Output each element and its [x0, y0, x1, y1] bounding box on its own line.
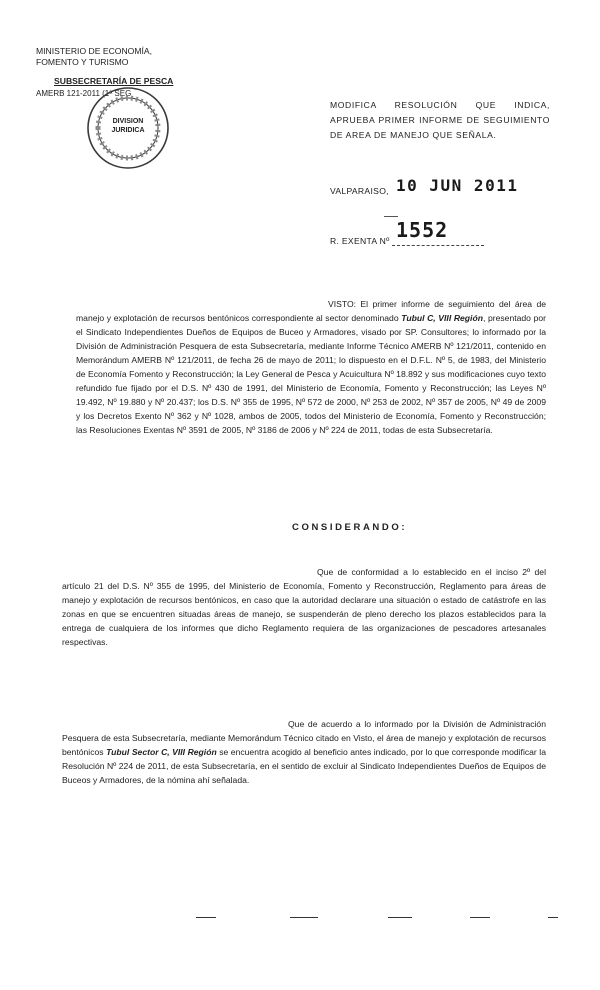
subsecretaria-name: SUBSECRETARÍA DE PESCA	[54, 76, 174, 86]
footer-mark-5	[548, 917, 558, 918]
considerando-paragraph-2	[62, 717, 546, 787]
footer-mark-1	[196, 917, 216, 918]
considerando-2-area-name: Tubul Sector C, VIII Región	[106, 747, 217, 757]
resolution-number: 1552	[396, 218, 449, 242]
visto-paragraph	[76, 297, 546, 437]
visto-lead: VISTO: El primer informe de seguimiento del área de manejo y explotación de recursos bentónicos correspondiente al sector denominado	[76, 299, 546, 323]
resolution-label: R. EXENTA Nº	[330, 236, 390, 246]
footer-mark-2	[290, 917, 318, 918]
considerando-paragraph-1: Que de conformidad a lo establecido en el inciso 2º del artículo 21 del D.S. Nº 355 de 1995, del Ministerio de Economía, Fomento y Reconstrucción, Reglamento para áreas de manejo y explotación de recursos bentónicos, en caso que la autoridad declarare una situación o estado de catástrofe en las zonas en que se encuentren situadas áreas de manejo, se suspenderán de pleno derecho los plazos establecidos para la entrega de cualquiera de los informes que dicho Reglamento requiera de las organizaciones de pescadores artesanales respectivas.	[62, 567, 546, 647]
place-label: VALPARAISO,	[330, 186, 389, 196]
considerando-heading: CONSIDERANDO:	[292, 522, 408, 533]
footer-mark-4	[470, 917, 490, 918]
stamp-line-1: DIVISION	[112, 118, 144, 125]
considerando-2-lead: Que de acuerdo a lo informado por la División de Administración Pesquera de esta Subsecretaría, mediante Memorándum Técnico citado en Visto, el área de manejo y explotación de recursos bentónicos	[62, 719, 546, 757]
visto-area-name: Tubul C, VIII Región	[401, 313, 483, 323]
ministry-name: MINISTERIO DE ECONOMÍA, FOMENTO Y TURISMO	[36, 46, 153, 67]
amerb-reference: AMERB 121-2011 (1ª SEG	[36, 89, 132, 98]
resolution-subject: MODIFICA RESOLUCIÓN QUE INDICA, APRUEBA PRIMER INFORME DE SEGUIMIENTO DE AREA DE MANEJO QUE SEÑALA.	[330, 100, 550, 140]
stamp-line-2: JURIDICA	[111, 127, 145, 134]
visto-rest: , presentado por el Sindicato Independientes Dueños de Equipos de Buceo y Armadores, visado por SP. Consultores; lo informado por la División de Administración Pesquera de esta Subsecretaría, mediante Informe Técnico AMERB Nº 121/2011, contenido en Memorándum AMERB Nº 121/2011, de fecha 26 de mayo de 2011; lo dispuesto en el D.F.L. Nº 5, de 1983, del Ministerio de Economía Fomento y Reconstrucción; la Ley General de Pesca y Acuicultura Nº 18.892 y sus modificaciones cuyo texto refundido fue fijado por el D.S. Nº 430 de 1991, del Ministerio de Economía, Fomento y Reconstrucción; las Leyes Nº 19.492, Nº 19.880 y Nº 20.437; los D.S. Nº 355 de 1995, Nº 572 de 2000, Nº 253 de 2002, Nº 357 de 2005, Nº 49 de 2009 y los Decretos Exento Nº 362 y Nº 1028, ambos de 2005, todos del Ministerio de Economía, Fomento y Reconstrucción; las Resoluciones Exentas Nº 3591 de 2005, Nº 3186 de 2006 y Nº 224 de 2011, todas de esta Subsecretaría.	[76, 313, 546, 435]
division-juridica-stamp	[84, 84, 172, 172]
considerando-2-rest: se encuentra acogido al beneficio antes indicado, por lo que corresponde modificar la Resolución Nº 224 de 2011, de esta Subsecretaría, en el sentido de excluir al Sindicato Independientes Dueños de Equipos de Buceos y Armadores, de la nómina ahí señalada.	[62, 747, 546, 785]
resolution-date: 10 JUN 2011	[396, 176, 519, 195]
resolution-tick	[384, 216, 398, 217]
resolution-underline	[392, 245, 484, 246]
footer-mark-3	[388, 917, 412, 918]
